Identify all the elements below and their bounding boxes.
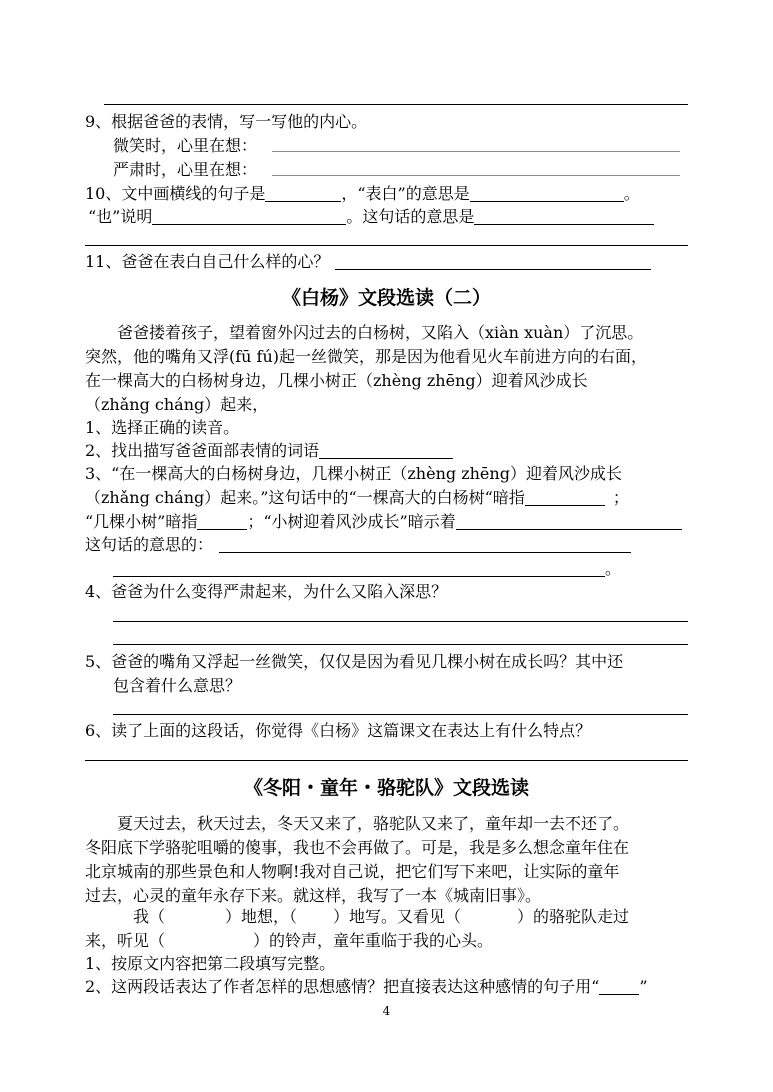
q10-blank-sentence-meaning[interactable] <box>474 210 654 225</box>
q10-blank-ye[interactable] <box>152 210 346 225</box>
question-10-line-2: “也”说明 。这句话的意思是 <box>88 207 654 227</box>
section2-question-6: 6、读了上面的这段话，你觉得《白杨》这篇课文在表达上有什么特点？ <box>85 721 592 740</box>
passage-line: 在一棵高大的白杨树身边，几棵小树正（zhèng zhēng）迎着风沙成长 <box>85 371 588 390</box>
section2-question-4: 4、爸爸为什么变得严肃起来，为什么又陷入深思？ <box>85 582 448 601</box>
q5-answer-line[interactable] <box>113 714 688 715</box>
section-title-baiyang: 《白杨》文段选读（二） <box>281 287 491 309</box>
section2-question-3-line-3: “几棵小树”暗指 ；“小树迎着风沙成长”暗示着 <box>85 512 682 532</box>
q9-smile-prompt: 微笑时，心里在想： <box>113 136 258 155</box>
fill-paragraph-line-1: 我（ ）地想，（ ）地写。又看见（ ）的骆驼队走过 <box>133 907 630 926</box>
passage-line: 夏天过去，秋天过去，冬天又来了，骆驼队又来了，童年却一去不还了。 <box>117 814 630 833</box>
q9-serious-prompt: 严肃时，心里在想： <box>113 160 258 179</box>
passage-line: 北京城南的那些景色和人物啊!我对自己说，把它们写下来吧，让实际的童年 <box>85 862 620 881</box>
q3-blank-meaning-cont[interactable] <box>113 562 605 577</box>
passage-line: 爸爸搂着孩子，望着窗外闪过去的白杨树，又陷入（xiàn xuàn）了沉思。 <box>117 323 644 342</box>
q4-answer-line[interactable] <box>113 621 688 622</box>
q10-blank-sentence[interactable] <box>265 187 341 202</box>
section3-q2-blank[interactable] <box>599 980 639 995</box>
passage-line: 冬阳底下学骆驼咀嚼的傻事，我也不会再做了。可是，我是多么想念童年住在 <box>85 838 630 857</box>
q3-blank-small-trees[interactable] <box>197 515 247 530</box>
answer-line[interactable] <box>104 104 688 105</box>
section2-question-5-line-2: 包含着什么意思？ <box>113 676 242 695</box>
question-11: 11、爸爸在表白自己什么样的心？ <box>85 252 651 272</box>
section2-question-2: 2、找出描写爸爸面部表情的词语 <box>85 441 453 461</box>
question-9: 9、根据爸爸的表情，写一写他的内心。 <box>85 112 368 131</box>
section2-question-3-line-4: 这句话的意思的： <box>85 535 631 555</box>
section3-question-2: 2、这两段话表达了作者怎样的思想感情？把直接表达这种感情的句子用“ ” <box>85 977 648 996</box>
section2-question-5-line-1: 5、爸爸的嘴角又浮起一丝微笑，仅仅是因为看见几棵小树在成长吗？其中还 <box>85 652 624 671</box>
q9-smile-answer-line[interactable] <box>272 151 680 152</box>
q6-answer-line[interactable] <box>85 760 688 761</box>
passage-line: 过去，心灵的童年永存下来。就这样，我写了一本《城南旧事》。 <box>85 886 542 905</box>
q11-blank[interactable] <box>335 255 651 270</box>
q3-blank-meaning[interactable] <box>219 538 631 553</box>
q4-answer-line[interactable] <box>113 644 688 645</box>
section2-question-3-line-1: 3、“在一棵高大的白杨树身边，几棵小树正（zhèng zhēng）迎着风沙成长 <box>85 464 622 483</box>
passage-line: 突然，他的嘴角又浮(fū fú)起一丝微笑，那是因为他看见火车前进方向的右面， <box>85 347 648 366</box>
passage-line: （zhǎng cháng）起来， <box>85 395 269 414</box>
section-title-dongyang: 《冬阳・童年・骆驼队》文段选读 <box>243 777 529 799</box>
section2-question-1: 1、选择正确的读音。 <box>85 418 240 437</box>
section3-question-1: 1、按原文内容把第二段填写完整。 <box>85 954 336 973</box>
section2-question-3-line-5: 。 <box>113 559 621 579</box>
q3-blank-big-tree[interactable] <box>525 491 605 506</box>
question-10-line-1: 10、文中画横线的句子是 ，“表白”的意思是 。 <box>85 184 640 203</box>
q9-serious-answer-line[interactable] <box>272 175 680 176</box>
q10-blank-meaning[interactable] <box>470 187 624 202</box>
fill-paragraph-line-2: 来，听见（ ）的铃声，童年重临于我的心头。 <box>85 931 494 950</box>
q10-answer-line[interactable] <box>85 245 688 246</box>
section2-question-3-line-2: （zhǎng cháng）起来。”这句话中的“一棵高大的白杨树“暗指 ； <box>85 488 629 507</box>
section2-q2-blank[interactable] <box>319 444 453 459</box>
q3-blank-growing[interactable] <box>456 515 682 530</box>
page-number: 4 <box>382 1004 391 1018</box>
